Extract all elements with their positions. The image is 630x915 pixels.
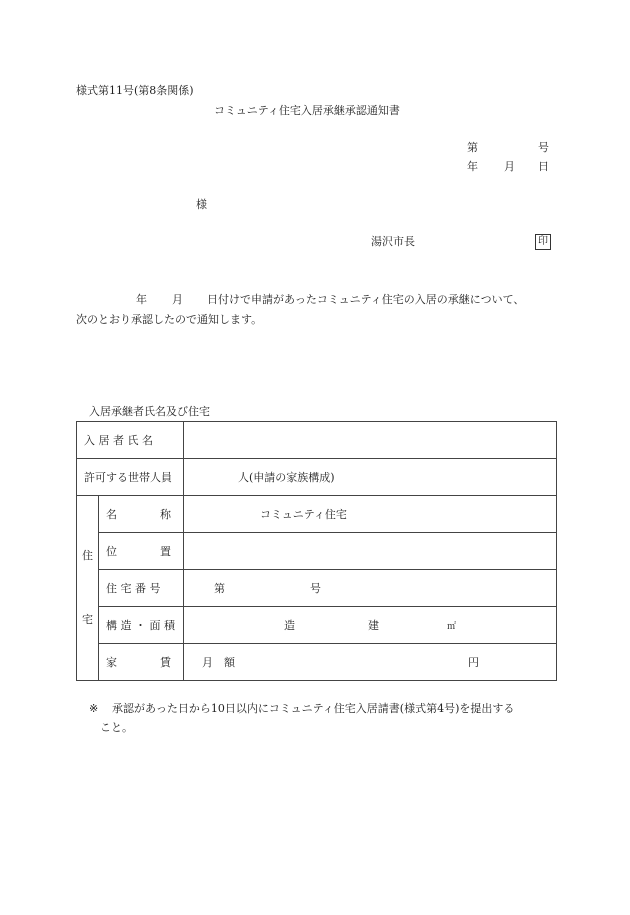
doc-number-prefix: 第 xyxy=(467,141,478,154)
table-row xyxy=(77,644,557,681)
note-line2: こと。 xyxy=(100,721,133,734)
body-line1: 日付けで申請があったコミュニティ住宅の入居の承継について、 xyxy=(207,293,525,306)
seal-mark: 印 xyxy=(535,234,551,250)
recipient-suffix: 様 xyxy=(196,198,207,211)
structure-floor: 建 xyxy=(368,619,379,632)
structure-unit: ㎡ xyxy=(447,622,457,632)
housing-table xyxy=(76,421,557,681)
rent-month: 月 額 xyxy=(202,656,235,669)
house-number-suffix: 号 xyxy=(310,582,321,595)
housing-char-1: 住 xyxy=(82,549,93,562)
name2-label xyxy=(99,496,184,533)
table-row xyxy=(77,533,557,570)
table-row xyxy=(77,496,557,533)
structure-label: 構 造 ・ 面 積 xyxy=(99,607,184,644)
body-line2: 次のとおり承認したので通知します。 xyxy=(76,313,263,326)
form-number: 様式第11号(第8条関係) xyxy=(76,84,194,97)
rent-unit: 円 xyxy=(468,656,479,669)
name2-value-cell xyxy=(184,496,557,533)
rent-label-b: 賃 xyxy=(160,656,171,669)
table-row xyxy=(77,607,557,644)
date-day: 日 xyxy=(538,160,549,173)
location-label-a: 位 xyxy=(106,545,117,558)
doc-number-suffix: 号 xyxy=(538,141,549,154)
resident-name-label: 入 居 者 氏 名 xyxy=(77,422,184,459)
housing-group-label xyxy=(77,496,99,681)
resident-name-value xyxy=(184,422,557,459)
note-mark: ※ xyxy=(89,702,99,715)
table-row xyxy=(77,570,557,607)
housing-char-2: 宅 xyxy=(82,613,93,626)
house-number-label: 住 宅 番 号 xyxy=(99,570,184,607)
table-row xyxy=(77,422,557,459)
section-title: 入居承継者氏名及び住宅 xyxy=(89,405,210,418)
household-value: 人(申請の家族構成) xyxy=(238,471,335,484)
rent-label-a: 家 xyxy=(106,656,117,669)
name2-label-b: 称 xyxy=(160,508,171,521)
house-number-cell xyxy=(184,570,557,607)
structure-build: 造 xyxy=(284,619,295,632)
rent-label xyxy=(99,644,184,681)
date-month: 月 xyxy=(504,160,515,173)
location-value xyxy=(184,533,557,570)
note-line1: 承認があった日から10日以内にコミュニティ住宅入居請書(様式第4号)を提出する xyxy=(112,702,515,715)
name2-label-a: 名 xyxy=(106,508,117,521)
house-number-prefix: 第 xyxy=(214,582,225,595)
document-title: コミュニティ住宅入居承継承認通知書 xyxy=(214,104,400,117)
date-year: 年 xyxy=(467,160,478,173)
body-month: 月 xyxy=(172,293,183,306)
location-label xyxy=(99,533,184,570)
rent-cell xyxy=(184,644,557,681)
household-label: 許可する世帯人員 xyxy=(77,459,184,496)
structure-cell xyxy=(184,607,557,644)
table-row xyxy=(77,459,557,496)
issuer: 湯沢市長 xyxy=(371,235,415,248)
household-value-cell xyxy=(184,459,557,496)
name2-value: コミュニティ住宅 xyxy=(260,508,347,521)
location-label-b: 置 xyxy=(160,545,171,558)
body-year: 年 xyxy=(136,293,147,306)
